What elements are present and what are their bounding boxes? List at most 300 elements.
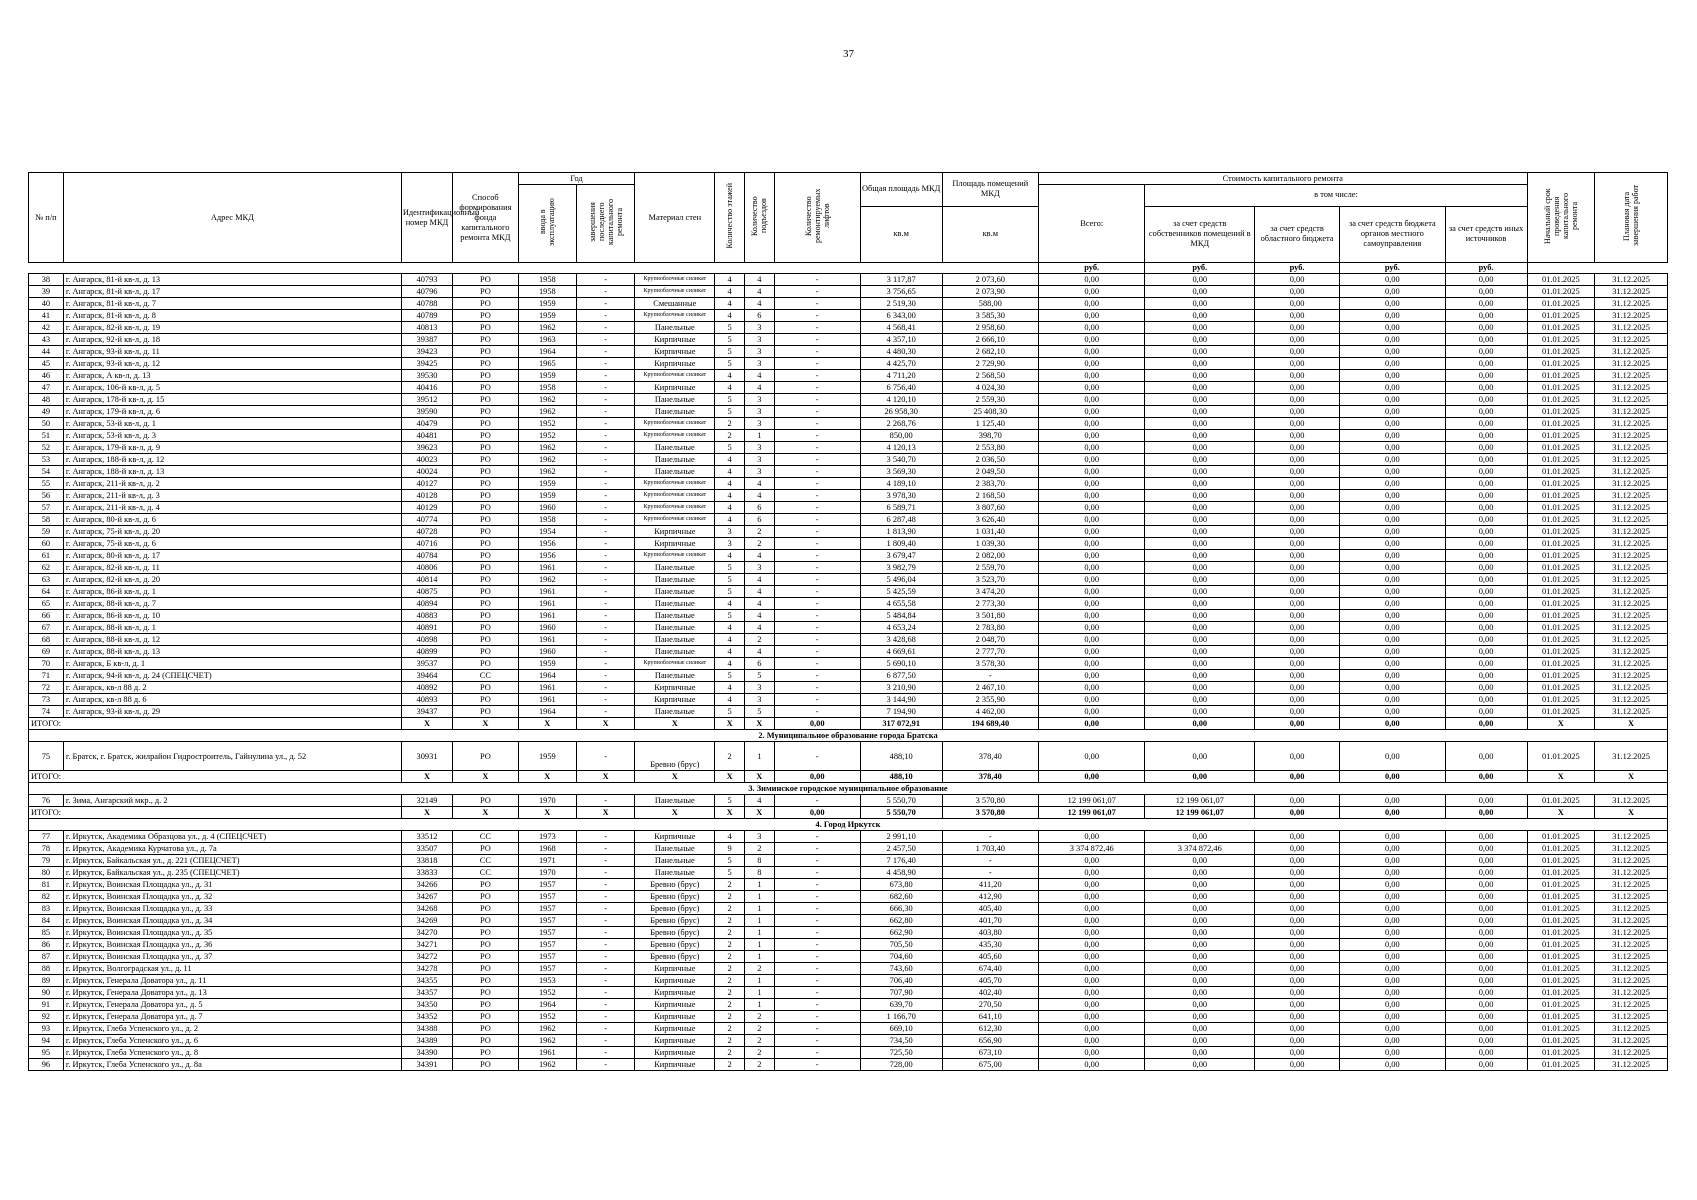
cell-cost-local: 0,00 xyxy=(1340,855,1446,867)
cell-total-area: 4 711,20 xyxy=(860,370,942,382)
cell-cost-total: 3 374 872,46 xyxy=(1038,843,1145,855)
cell-cost-other: 0,00 xyxy=(1445,346,1527,358)
table-row xyxy=(29,706,1668,718)
total-cell-end-date: X xyxy=(1595,807,1668,819)
cell-year-last-repair: - xyxy=(577,562,635,574)
cell-total-area: 682,60 xyxy=(860,891,942,903)
cell-wall-material: Крупноблочные силикат xyxy=(635,286,715,298)
cell-year-last-repair: - xyxy=(577,951,635,963)
cell-total-area: 704,60 xyxy=(860,951,942,963)
cell-cost-owners: 0,00 xyxy=(1145,586,1255,598)
cell-year-last-repair: - xyxy=(577,358,635,370)
cell-address: г. Ангарск, кв-л 88 д. 6 xyxy=(63,694,401,706)
cell-year-last-repair: - xyxy=(577,1011,635,1023)
cell-total-area: 2 991,10 xyxy=(860,831,942,843)
header-floors: Количество этажей xyxy=(715,173,745,263)
cell-start-date: 01.01.2025 xyxy=(1527,622,1595,634)
cell-address: г. Иркутск, Академика Курчатова ул., д. 7а xyxy=(63,843,401,855)
cell-start-date: 01.01.2025 xyxy=(1527,538,1595,550)
cell-entrances: 2 xyxy=(744,1035,774,1047)
cell-wall-material: Панельные xyxy=(635,843,715,855)
cell-id: 40728 xyxy=(401,526,452,538)
table-row xyxy=(29,951,1668,963)
cell-wall-material: Крупноблочные силикат xyxy=(635,418,715,430)
section-header-row xyxy=(29,783,1668,795)
cell-cost-total: 0,00 xyxy=(1038,526,1145,538)
cell-year-commission: 1957 xyxy=(518,915,576,927)
cell-cost-regional: 0,00 xyxy=(1255,466,1340,478)
cell-cost-regional: 0,00 xyxy=(1255,358,1340,370)
cell-start-date: 01.01.2025 xyxy=(1527,1047,1595,1059)
cell-premises-area: 401,70 xyxy=(942,915,1038,927)
cell-entrances: 4 xyxy=(744,598,774,610)
cell-end-date: 31.12.2025 xyxy=(1595,466,1668,478)
cell-fund-method: РО xyxy=(453,903,519,915)
cell-cost-regional: 0,00 xyxy=(1255,562,1340,574)
cell-fund-method: РО xyxy=(453,370,519,382)
cell-entrances: 2 xyxy=(744,538,774,550)
cell-num: 87 xyxy=(29,951,64,963)
cell-cost-owners: 0,00 xyxy=(1145,927,1255,939)
cell-elevators: - xyxy=(774,987,860,999)
cell-cost-local: 0,00 xyxy=(1340,670,1446,682)
cell-year-commission: 1961 xyxy=(518,694,576,706)
cell-fund-method: РО xyxy=(453,406,519,418)
cell-premises-area: 673,10 xyxy=(942,1047,1038,1059)
cell-start-date: 01.01.2025 xyxy=(1527,951,1595,963)
cell-year-last-repair: - xyxy=(577,646,635,658)
cell-cost-regional: 0,00 xyxy=(1255,855,1340,867)
cell-cost-total: 0,00 xyxy=(1038,915,1145,927)
cell-total-area: 743,60 xyxy=(860,963,942,975)
cell-cost-total: 0,00 xyxy=(1038,358,1145,370)
cell-year-commission: 1956 xyxy=(518,550,576,562)
cell-cost-total: 0,00 xyxy=(1038,310,1145,322)
cell-entrances: 1 xyxy=(744,891,774,903)
cell-total-area: 5 550,70 xyxy=(860,795,942,807)
cell-start-date: 01.01.2025 xyxy=(1527,831,1595,843)
cell-id: 40893 xyxy=(401,694,452,706)
cell-year-commission: 1962 xyxy=(518,1035,576,1047)
cell-start-date: 01.01.2025 xyxy=(1527,879,1595,891)
cell-entrances: 1 xyxy=(744,915,774,927)
cell-year-last-repair: - xyxy=(577,867,635,879)
cell-elevators: - xyxy=(774,1011,860,1023)
cell-entrances: 4 xyxy=(744,622,774,634)
table-row xyxy=(29,478,1668,490)
cell-end-date: 31.12.2025 xyxy=(1595,598,1668,610)
cell-elevators: - xyxy=(774,706,860,718)
cell-id: 40479 xyxy=(401,418,452,430)
cell-cost-other: 0,00 xyxy=(1445,454,1527,466)
cell-floors: 4 xyxy=(715,502,745,514)
cell-address: г. Ангарск, 179-й кв-л, д. 9 xyxy=(63,442,401,454)
cell-cost-regional: 0,00 xyxy=(1255,538,1340,550)
cell-end-date: 31.12.2025 xyxy=(1595,646,1668,658)
cell-end-date: 31.12.2025 xyxy=(1595,682,1668,694)
cell-total-area: 707,90 xyxy=(860,987,942,999)
cell-year-last-repair: - xyxy=(577,478,635,490)
cell-entrances: 3 xyxy=(744,406,774,418)
cell-entrances: 3 xyxy=(744,831,774,843)
cell-cost-other: 0,00 xyxy=(1445,682,1527,694)
cell-address: г. Иркутск, Воинская Площадка ул., д. 33 xyxy=(63,903,401,915)
total-cell-id: X xyxy=(401,807,452,819)
cell-total-area: 4 120,13 xyxy=(860,442,942,454)
cell-end-date: 31.12.2025 xyxy=(1595,550,1668,562)
cell-cost-other: 0,00 xyxy=(1445,310,1527,322)
cell-year-commission: 1962 xyxy=(518,1059,576,1071)
cell-end-date: 31.12.2025 xyxy=(1595,478,1668,490)
cell-fund-method: РО xyxy=(453,975,519,987)
cell-year-commission: 1959 xyxy=(518,478,576,490)
table-row xyxy=(29,1047,1668,1059)
cell-cost-local: 0,00 xyxy=(1340,951,1446,963)
cell-cost-total: 0,00 xyxy=(1038,706,1145,718)
cell-elevators: - xyxy=(774,526,860,538)
cell-elevators: - xyxy=(774,963,860,975)
cell-address: г. Ангарск, 211-й кв-л, д. 3 xyxy=(63,490,401,502)
cell-total-area: 4 357,10 xyxy=(860,334,942,346)
cell-address: г. Иркутск, Воинская Площадка ул., д. 31 xyxy=(63,879,401,891)
cell-floors: 2 xyxy=(715,987,745,999)
cell-num: 85 xyxy=(29,927,64,939)
cell-entrances: 2 xyxy=(744,843,774,855)
table-row xyxy=(29,406,1668,418)
cell-entrances: 3 xyxy=(744,442,774,454)
total-cell-floors: X xyxy=(715,718,745,730)
table-row xyxy=(29,358,1668,370)
cell-num: 67 xyxy=(29,622,64,634)
cell-cost-regional: 0,00 xyxy=(1255,394,1340,406)
total-label: ИТОГО: xyxy=(29,718,402,730)
cell-elevators: - xyxy=(774,550,860,562)
cell-id: 33833 xyxy=(401,867,452,879)
cell-cost-local: 0,00 xyxy=(1340,598,1446,610)
cell-fund-method: РО xyxy=(453,939,519,951)
cell-premises-area: 2 958,60 xyxy=(942,322,1038,334)
cell-id: 40716 xyxy=(401,538,452,550)
cell-floors: 4 xyxy=(715,310,745,322)
cell-year-last-repair: - xyxy=(577,634,635,646)
cell-cost-regional: 0,00 xyxy=(1255,867,1340,879)
total-cell-cost-owners: 0,00 xyxy=(1145,771,1255,783)
cell-year-last-repair: - xyxy=(577,298,635,310)
cell-elevators: - xyxy=(774,502,860,514)
unit-rub: руб. xyxy=(1038,263,1145,274)
cell-elevators: - xyxy=(774,478,860,490)
cell-elevators: - xyxy=(774,795,860,807)
cell-end-date: 31.12.2025 xyxy=(1595,963,1668,975)
cell-year-commission: 1961 xyxy=(518,598,576,610)
header-year-last-repair: завершения последнего капитального ремонта xyxy=(577,185,635,263)
cell-num: 56 xyxy=(29,490,64,502)
cell-start-date: 01.01.2025 xyxy=(1527,706,1595,718)
cell-cost-regional: 0,00 xyxy=(1255,430,1340,442)
cell-total-area: 3 982,79 xyxy=(860,562,942,574)
total-cell-end-date: X xyxy=(1595,718,1668,730)
cell-floors: 3 xyxy=(715,526,745,538)
cell-end-date: 31.12.2025 xyxy=(1595,430,1668,442)
cell-premises-area: 3 474,20 xyxy=(942,586,1038,598)
cell-floors: 4 xyxy=(715,514,745,526)
cell-wall-material: Кирпичные xyxy=(635,346,715,358)
cell-total-area: 3 144,90 xyxy=(860,694,942,706)
cell-num: 53 xyxy=(29,454,64,466)
cell-year-commission: 1961 xyxy=(518,682,576,694)
cell-cost-total: 0,00 xyxy=(1038,394,1145,406)
cell-total-area: 6 877,50 xyxy=(860,670,942,682)
cell-premises-area: 405,40 xyxy=(942,903,1038,915)
cell-start-date: 01.01.2025 xyxy=(1527,855,1595,867)
cell-floors: 2 xyxy=(715,951,745,963)
cell-id: 34350 xyxy=(401,999,452,1011)
cell-cost-other: 0,00 xyxy=(1445,903,1527,915)
cell-premises-area: 402,40 xyxy=(942,987,1038,999)
cell-year-commission: 1971 xyxy=(518,855,576,867)
cell-entrances: 8 xyxy=(744,855,774,867)
cell-total-area: 725,50 xyxy=(860,1047,942,1059)
cell-floors: 9 xyxy=(715,843,745,855)
cell-end-date: 31.12.2025 xyxy=(1595,526,1668,538)
cell-address: г. Ангарск, 178-й кв-л, д. 15 xyxy=(63,394,401,406)
cell-num: 42 xyxy=(29,322,64,334)
table-row xyxy=(29,610,1668,622)
cell-cost-regional: 0,00 xyxy=(1255,442,1340,454)
cell-num: 93 xyxy=(29,1023,64,1035)
cell-cost-owners: 3 374 872,46 xyxy=(1145,843,1255,855)
cell-num: 80 xyxy=(29,867,64,879)
cell-cost-local: 0,00 xyxy=(1340,634,1446,646)
cell-cost-total: 0,00 xyxy=(1038,831,1145,843)
cell-year-last-repair: - xyxy=(577,975,635,987)
cell-floors: 4 xyxy=(715,298,745,310)
table-row xyxy=(29,430,1668,442)
total-cell-wall-material: X xyxy=(635,718,715,730)
cell-cost-regional: 0,00 xyxy=(1255,274,1340,286)
cell-entrances: 3 xyxy=(744,358,774,370)
cell-id: 34269 xyxy=(401,915,452,927)
cell-end-date: 31.12.2025 xyxy=(1595,382,1668,394)
table-row xyxy=(29,370,1668,382)
cell-wall-material: Кирпичные xyxy=(635,682,715,694)
cell-year-last-repair: - xyxy=(577,1059,635,1071)
cell-year-commission: 1957 xyxy=(518,891,576,903)
total-cell-cost-local: 0,00 xyxy=(1340,807,1446,819)
cell-cost-other: 0,00 xyxy=(1445,466,1527,478)
header-owners: за счет средств собственников помещений в МКД xyxy=(1145,206,1255,262)
cell-cost-other: 0,00 xyxy=(1445,843,1527,855)
cell-cost-regional: 0,00 xyxy=(1255,574,1340,586)
cell-elevators: - xyxy=(774,915,860,927)
cell-end-date: 31.12.2025 xyxy=(1595,915,1668,927)
cell-cost-local: 0,00 xyxy=(1340,418,1446,430)
cell-cost-total: 0,00 xyxy=(1038,670,1145,682)
table-row xyxy=(29,634,1668,646)
cell-start-date: 01.01.2025 xyxy=(1527,903,1595,915)
cell-cost-other: 0,00 xyxy=(1445,1035,1527,1047)
cell-end-date: 31.12.2025 xyxy=(1595,999,1668,1011)
total-cell-elevators: 0,00 xyxy=(774,718,860,730)
table-row xyxy=(29,538,1668,550)
cell-num: 39 xyxy=(29,286,64,298)
unit-total-area: кв.м xyxy=(860,206,942,262)
cell-total-area: 4 120,10 xyxy=(860,394,942,406)
cell-end-date: 31.12.2025 xyxy=(1595,298,1668,310)
cell-year-commission: 1962 xyxy=(518,394,576,406)
total-cell-elevators: 0,00 xyxy=(774,807,860,819)
cell-floors: 5 xyxy=(715,346,745,358)
cell-premises-area: 3 523,70 xyxy=(942,574,1038,586)
cell-entrances: 4 xyxy=(744,610,774,622)
cell-cost-owners: 0,00 xyxy=(1145,526,1255,538)
cell-entrances: 8 xyxy=(744,867,774,879)
cell-cost-total: 0,00 xyxy=(1038,855,1145,867)
cell-start-date: 01.01.2025 xyxy=(1527,310,1595,322)
cell-entrances: 1 xyxy=(744,939,774,951)
cell-elevators: - xyxy=(774,598,860,610)
total-cell-cost-other: 0,00 xyxy=(1445,771,1527,783)
cell-year-last-repair: - xyxy=(577,742,635,771)
cell-cost-owners: 0,00 xyxy=(1145,538,1255,550)
cell-year-commission: 1962 xyxy=(518,466,576,478)
cell-total-area: 1 813,90 xyxy=(860,526,942,538)
cell-floors: 4 xyxy=(715,490,745,502)
section-title: 4. Город Иркутск xyxy=(29,819,1668,831)
cell-end-date: 31.12.2025 xyxy=(1595,442,1668,454)
cell-address: г. Ангарск, 88-й кв-л, д. 7 xyxy=(63,598,401,610)
total-cell-entrances: X xyxy=(744,807,774,819)
cell-year-commission: 1961 xyxy=(518,610,576,622)
cell-start-date: 01.01.2025 xyxy=(1527,286,1595,298)
cell-address: г. Ангарск, 211-й кв-л, д. 2 xyxy=(63,478,401,490)
cell-elevators: - xyxy=(774,634,860,646)
cell-elevators: - xyxy=(774,418,860,430)
cell-elevators: - xyxy=(774,742,860,771)
cell-floors: 2 xyxy=(715,891,745,903)
cell-end-date: 31.12.2025 xyxy=(1595,358,1668,370)
cell-fund-method: РО xyxy=(453,394,519,406)
cell-cost-total: 12 199 061,07 xyxy=(1038,795,1145,807)
cell-premises-area: 656,90 xyxy=(942,1035,1038,1047)
table-row xyxy=(29,298,1668,310)
cell-id: 39387 xyxy=(401,334,452,346)
header-wall-material: Материал стен xyxy=(635,173,715,263)
cell-end-date: 31.12.2025 xyxy=(1595,658,1668,670)
table-row xyxy=(29,658,1668,670)
cell-end-date: 31.12.2025 xyxy=(1595,370,1668,382)
cell-address: г. Ангарск, 75-й кв-л, д. 6 xyxy=(63,538,401,550)
cell-cost-owners: 0,00 xyxy=(1145,1035,1255,1047)
cell-cost-total: 0,00 xyxy=(1038,867,1145,879)
cell-total-area: 5 496,04 xyxy=(860,574,942,586)
cell-wall-material: Кирпичные xyxy=(635,1011,715,1023)
cell-premises-area: 412,90 xyxy=(942,891,1038,903)
cell-id: 30931 xyxy=(401,742,452,771)
cell-cost-regional: 0,00 xyxy=(1255,610,1340,622)
cell-wall-material: Панельные xyxy=(635,634,715,646)
cell-fund-method: РО xyxy=(453,598,519,610)
cell-cost-local: 0,00 xyxy=(1340,879,1446,891)
cell-cost-owners: 0,00 xyxy=(1145,310,1255,322)
cell-cost-other: 0,00 xyxy=(1445,927,1527,939)
cell-wall-material: Смешанные xyxy=(635,298,715,310)
cell-fund-method: РО xyxy=(453,298,519,310)
cell-year-commission: 1960 xyxy=(518,646,576,658)
total-cell-cost-total: 0,00 xyxy=(1038,718,1145,730)
cell-entrances: 3 xyxy=(744,562,774,574)
header-total-area: Общая площадь МКД xyxy=(860,173,942,207)
total-cell-cost-total: 0,00 xyxy=(1038,771,1145,783)
cell-elevators: - xyxy=(774,358,860,370)
cell-year-commission: 1959 xyxy=(518,298,576,310)
cell-year-commission: 1952 xyxy=(518,1011,576,1023)
cell-address: г. Ангарск, 106-й кв-л, д. 5 xyxy=(63,382,401,394)
cell-floors: 2 xyxy=(715,1023,745,1035)
cell-wall-material: Крупноблочные силикат xyxy=(635,478,715,490)
cell-wall-material: Панельные xyxy=(635,706,715,718)
cell-fund-method: РО xyxy=(453,915,519,927)
cell-fund-method: СС xyxy=(453,670,519,682)
table-row xyxy=(29,795,1668,807)
cell-cost-owners: 0,00 xyxy=(1145,274,1255,286)
cell-address: г. Ангарск, 81-й кв-л, д. 17 xyxy=(63,286,401,298)
cell-elevators: - xyxy=(774,610,860,622)
cell-cost-regional: 0,00 xyxy=(1255,694,1340,706)
cell-premises-area: 435,30 xyxy=(942,939,1038,951)
cell-address: г. Ангарск, 80-й кв-л, д. 6 xyxy=(63,514,401,526)
cell-address: г. Ангарск, 81-й кв-л, д. 13 xyxy=(63,274,401,286)
cell-num: 81 xyxy=(29,879,64,891)
cell-cost-other: 0,00 xyxy=(1445,514,1527,526)
cell-total-area: 7 176,40 xyxy=(860,855,942,867)
cell-id: 40898 xyxy=(401,634,452,646)
cell-end-date: 31.12.2025 xyxy=(1595,867,1668,879)
cell-address: г. Ангарск, 82-й кв-л, д. 20 xyxy=(63,574,401,586)
cell-num: 72 xyxy=(29,682,64,694)
cell-total-area: 3 540,70 xyxy=(860,454,942,466)
cell-cost-other: 0,00 xyxy=(1445,574,1527,586)
cell-cost-regional: 0,00 xyxy=(1255,526,1340,538)
cell-cost-regional: 0,00 xyxy=(1255,670,1340,682)
cell-cost-total: 0,00 xyxy=(1038,975,1145,987)
cell-cost-total: 0,00 xyxy=(1038,298,1145,310)
cell-cost-total: 0,00 xyxy=(1038,466,1145,478)
total-row xyxy=(29,807,1668,819)
table-header xyxy=(29,173,1668,274)
cell-cost-total: 0,00 xyxy=(1038,634,1145,646)
cell-num: 79 xyxy=(29,855,64,867)
cell-address: г. Иркутск, Генерала Доватора ул., д. 7 xyxy=(63,1011,401,1023)
cell-cost-owners: 0,00 xyxy=(1145,490,1255,502)
cell-cost-total: 0,00 xyxy=(1038,382,1145,394)
cell-year-last-repair: - xyxy=(577,987,635,999)
cell-id: 34389 xyxy=(401,1035,452,1047)
cell-address: г. Иркутск, Байкальская ул., д. 221 (СПЕЦСЧЕТ) xyxy=(63,855,401,867)
cell-premises-area: 1 125,40 xyxy=(942,418,1038,430)
cell-address: г. Ангарск, 86-й кв-л, д. 10 xyxy=(63,610,401,622)
cell-wall-material: Крупноблочные силикат xyxy=(635,514,715,526)
cell-fund-method: РО xyxy=(453,286,519,298)
cell-cost-regional: 0,00 xyxy=(1255,1023,1340,1035)
cell-total-area: 4 655,58 xyxy=(860,598,942,610)
cell-end-date: 31.12.2025 xyxy=(1595,490,1668,502)
cell-premises-area: 2 559,70 xyxy=(942,562,1038,574)
cell-total-area: 26 958,30 xyxy=(860,406,942,418)
cell-cost-regional: 0,00 xyxy=(1255,1011,1340,1023)
cell-entrances: 3 xyxy=(744,454,774,466)
table-row xyxy=(29,879,1668,891)
